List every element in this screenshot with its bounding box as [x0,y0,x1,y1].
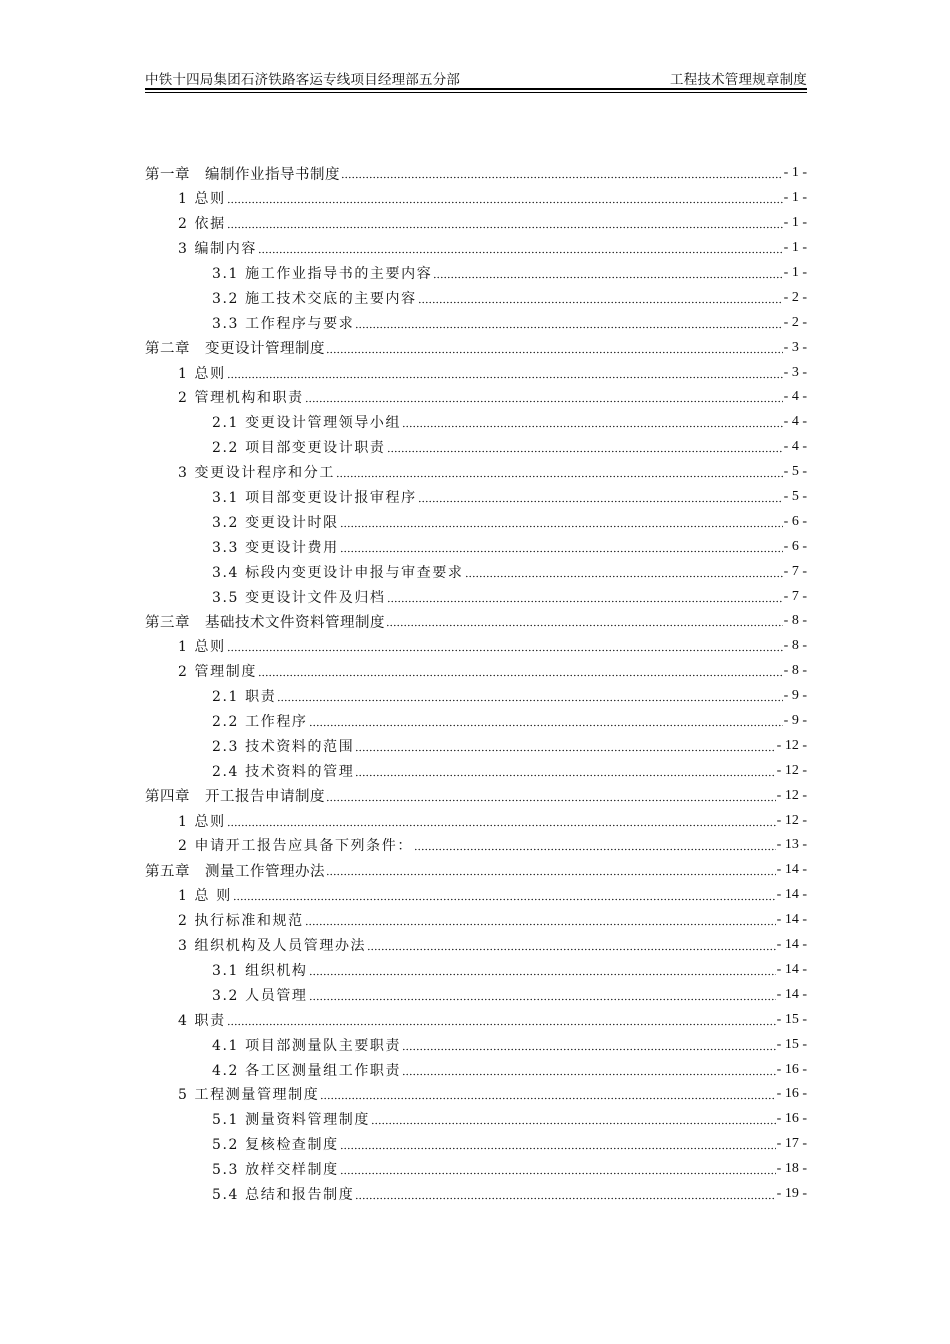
toc-entry[interactable] [145,310,807,335]
toc-leader-dots [305,391,783,403]
toc-entry[interactable] [145,285,807,310]
toc-leader-dots [258,665,783,677]
toc-entry-title: 2 申请开工报告应具备下列条件： [178,838,413,855]
toc-leader-dots [402,1064,776,1076]
toc-chapter-entry[interactable] [145,161,807,186]
toc-leader-dots [326,864,776,876]
toc-entry[interactable] [145,684,807,709]
toc-entry-title: 2 执行标准和规范 [178,913,304,930]
toc-entry-title: 1 总则 [178,365,226,382]
toc-entry[interactable] [145,758,807,783]
toc-page-number: - 2 - [783,289,807,305]
toc-entry[interactable] [145,261,807,286]
toc-leader-dots [387,441,783,453]
toc-page-number: - 19 - [776,1185,807,1201]
toc-chapter-entry[interactable] [145,609,807,634]
toc-entry-title: 2.1 职责 [212,689,277,706]
toc-entry[interactable] [145,435,807,460]
toc-leader-dots [340,516,783,528]
toc-leader-dots [355,317,782,329]
toc-entry-title: 3.2 施工技术交底的主要内容 [212,290,417,307]
toc-entry[interactable] [145,509,807,534]
toc-entry-title: 5.4 总结和报告制度 [212,1186,355,1203]
toc-entry-title: 1 总则 [178,639,226,656]
toc-entry[interactable] [145,908,807,933]
toc-leader-dots [258,242,783,254]
toc-leader-dots [387,591,783,603]
toc-entry-title: 2.1 变更设计管理领导小组 [212,415,402,432]
toc-entry-title: 3.1 项目部变更设计报审程序 [212,490,417,507]
toc-entry-title: 第五章 测量工作管理办法 [145,863,325,880]
toc-entry[interactable] [145,982,807,1007]
toc-entry[interactable] [145,833,807,858]
toc-page-number: - 4 - [783,439,807,455]
toc-entry-title: 1 总则 [178,813,226,830]
table-of-contents [145,161,807,1206]
toc-entry-title: 5.1 测量资料管理制度 [212,1112,370,1129]
toc-entry[interactable] [145,933,807,958]
header-rule-thick [145,88,807,90]
toc-page-number: - 14 - [776,961,807,977]
toc-leader-dots [326,342,783,354]
toc-leader-dots [336,466,783,478]
toc-entry-title: 4 职责 [178,1012,226,1029]
toc-leader-dots [227,640,783,652]
toc-entry[interactable] [145,559,807,584]
toc-page-number: - 12 - [776,812,807,828]
toc-leader-dots [371,1113,776,1125]
toc-entry-title: 5.2 复核检查制度 [212,1137,339,1154]
header-doc-title: 工程技术管理规章制度 [670,72,807,88]
toc-entry-title: 5 工程测量管理制度 [178,1087,320,1104]
header-org-name: 中铁十四局集团石济铁路客运专线项目经理部五分部 [145,72,461,88]
toc-page-number: - 2 - [783,314,807,330]
toc-leader-dots [233,889,776,901]
toc-page-number: - 16 - [776,1086,807,1102]
toc-page-number: - 8 - [783,638,807,654]
toc-entry[interactable] [145,1057,807,1082]
toc-page-number: - 4 - [783,414,807,430]
toc-page-number: - 1 - [783,240,807,256]
toc-entry-title: 2.3 技术资料的范围 [212,738,355,755]
toc-entry-title: 1 总 则 [178,888,232,905]
toc-page-number: - 5 - [783,489,807,505]
toc-entry[interactable] [145,385,807,410]
toc-entry-title: 3 编制内容 [178,241,257,258]
toc-entry[interactable] [145,1157,807,1182]
toc-page-number: - 14 - [776,862,807,878]
toc-entry-title: 2 管理制度 [178,664,257,681]
toc-entry-title: 第二章 变更设计管理制度 [145,341,325,358]
toc-leader-dots [309,964,776,976]
toc-entry[interactable] [145,808,807,833]
toc-leader-dots [227,1014,776,1026]
toc-leader-dots [418,292,783,304]
toc-entry[interactable] [145,1007,807,1032]
toc-leader-dots [355,740,775,752]
toc-entry[interactable] [145,958,807,983]
toc-leader-dots [227,815,776,827]
toc-entry[interactable] [145,1082,807,1107]
toc-page-number: - 8 - [783,613,807,629]
toc-entry-title: 2.2 项目部变更设计职责 [212,440,386,457]
toc-entry-title: 第四章 开工报告申请制度 [145,789,325,806]
toc-leader-dots [418,491,783,503]
toc-page-number: - 7 - [783,563,807,579]
toc-chapter-entry[interactable] [145,783,807,808]
toc-entry[interactable] [145,709,807,734]
toc-entry[interactable] [145,1032,807,1057]
toc-entry[interactable] [145,1132,807,1157]
toc-page-number: - 14 - [776,986,807,1002]
toc-leader-dots [367,939,776,951]
toc-entry[interactable] [145,634,807,659]
toc-leader-dots [340,541,783,553]
toc-page-number: - 16 - [776,1061,807,1077]
toc-page-number: - 14 - [776,887,807,903]
toc-entry-title: 第一章 编制作业指导书制度 [145,166,340,183]
toc-entry-title: 3.1 施工作业指导书的主要内容 [212,266,433,282]
toc-entry[interactable] [145,883,807,908]
toc-entry[interactable] [145,211,807,236]
toc-page-number: - 13 - [776,837,807,853]
toc-leader-dots [305,914,776,926]
toc-entry-title: 2 依据 [178,216,226,233]
toc-leader-dots [227,217,783,229]
toc-page-number: - 4 - [783,389,807,405]
toc-page-number: - 18 - [776,1161,807,1177]
toc-page-number: - 5 - [783,464,807,480]
toc-leader-dots [433,267,782,279]
toc-entry[interactable] [145,186,807,211]
toc-page-number: - 1 - [783,190,807,206]
toc-entry-title: 3 变更设计程序和分工 [178,465,335,482]
toc-leader-dots [277,690,782,702]
toc-page-number: - 12 - [776,737,807,753]
toc-page-number: - 3 - [783,339,807,355]
toc-page-number: - 17 - [776,1136,807,1152]
toc-page-number: - 14 - [776,937,807,953]
page-header [145,66,807,88]
toc-chapter-entry[interactable] [145,858,807,883]
toc-leader-dots [340,1163,776,1175]
toc-page-number: - 1 - [783,165,807,181]
toc-leader-dots [402,1039,776,1051]
toc-entry[interactable] [145,1107,807,1132]
toc-page-number: - 15 - [776,1036,807,1052]
toc-entry-title: 3.1 组织机构 [212,962,308,979]
toc-leader-dots [227,367,783,379]
toc-entry[interactable] [145,460,807,485]
toc-entry-title: 第三章 基础技术文件资料管理制度 [145,614,385,631]
toc-leader-dots [355,765,775,777]
toc-leader-dots [465,566,783,578]
toc-entry-title: 2.4 技术资料的管理 [212,763,355,780]
toc-entry[interactable] [145,410,807,435]
toc-entry[interactable] [145,1182,807,1207]
toc-page-number: - 6 - [783,538,807,554]
toc-entry[interactable] [145,360,807,385]
toc-entry[interactable] [145,733,807,758]
toc-entry[interactable] [145,659,807,684]
toc-page-number: - 7 - [783,588,807,604]
toc-entry-title: 3.3 工作程序与要求 [212,315,355,332]
toc-leader-dots [227,192,783,204]
toc-entry-title: 3 组织机构及人员管理办法 [178,938,367,955]
toc-leader-dots [414,839,776,851]
toc-entry-title: 4.2 各工区测量组工作职责 [212,1062,402,1079]
toc-entry[interactable] [145,485,807,510]
toc-leader-dots [309,989,776,1001]
toc-page-number: - 12 - [776,762,807,778]
toc-entry-title: 3.3 变更设计费用 [212,539,339,556]
toc-entry-title: 4.1 项目部测量队主要职责 [212,1037,402,1054]
toc-page-number: - 3 - [783,364,807,380]
toc-entry[interactable] [145,584,807,609]
toc-page-number: - 9 - [783,688,807,704]
toc-leader-dots [340,1138,776,1150]
toc-leader-dots [326,790,776,802]
toc-entry-title: 1 总则 [178,191,226,208]
toc-page-number: - 1 - [783,215,807,231]
toc-entry-title: 2 管理机构和职责 [178,390,304,407]
toc-page-number: - 16 - [776,1111,807,1127]
toc-page-number: - 1 - [783,265,807,280]
toc-page-number: - 9 - [783,713,807,729]
toc-chapter-entry[interactable] [145,335,807,360]
toc-entry-title: 5.3 放样交样制度 [212,1162,339,1179]
header-rule-thin [145,92,807,93]
toc-leader-dots [386,615,783,627]
toc-page-number: - 6 - [783,513,807,529]
toc-entry-title: 3.5 变更设计文件及归档 [212,589,386,606]
toc-leader-dots [320,1088,775,1100]
toc-page-number: - 14 - [776,912,807,928]
toc-entry-title: 3.2 人员管理 [212,987,308,1004]
toc-leader-dots [355,1188,775,1200]
toc-leader-dots [341,167,783,179]
toc-entry-title: 3.2 变更设计时限 [212,514,339,531]
toc-entry[interactable] [145,236,807,261]
toc-entry-title: 3.4 标段内变更设计申报与审查要求 [212,564,464,581]
toc-entry[interactable] [145,534,807,559]
toc-leader-dots [309,715,783,727]
toc-page-number: - 12 - [776,787,807,803]
toc-page-number: - 8 - [783,663,807,679]
toc-entry-title: 2.2 工作程序 [212,714,308,731]
toc-leader-dots [402,416,783,428]
toc-page-number: - 15 - [776,1011,807,1027]
